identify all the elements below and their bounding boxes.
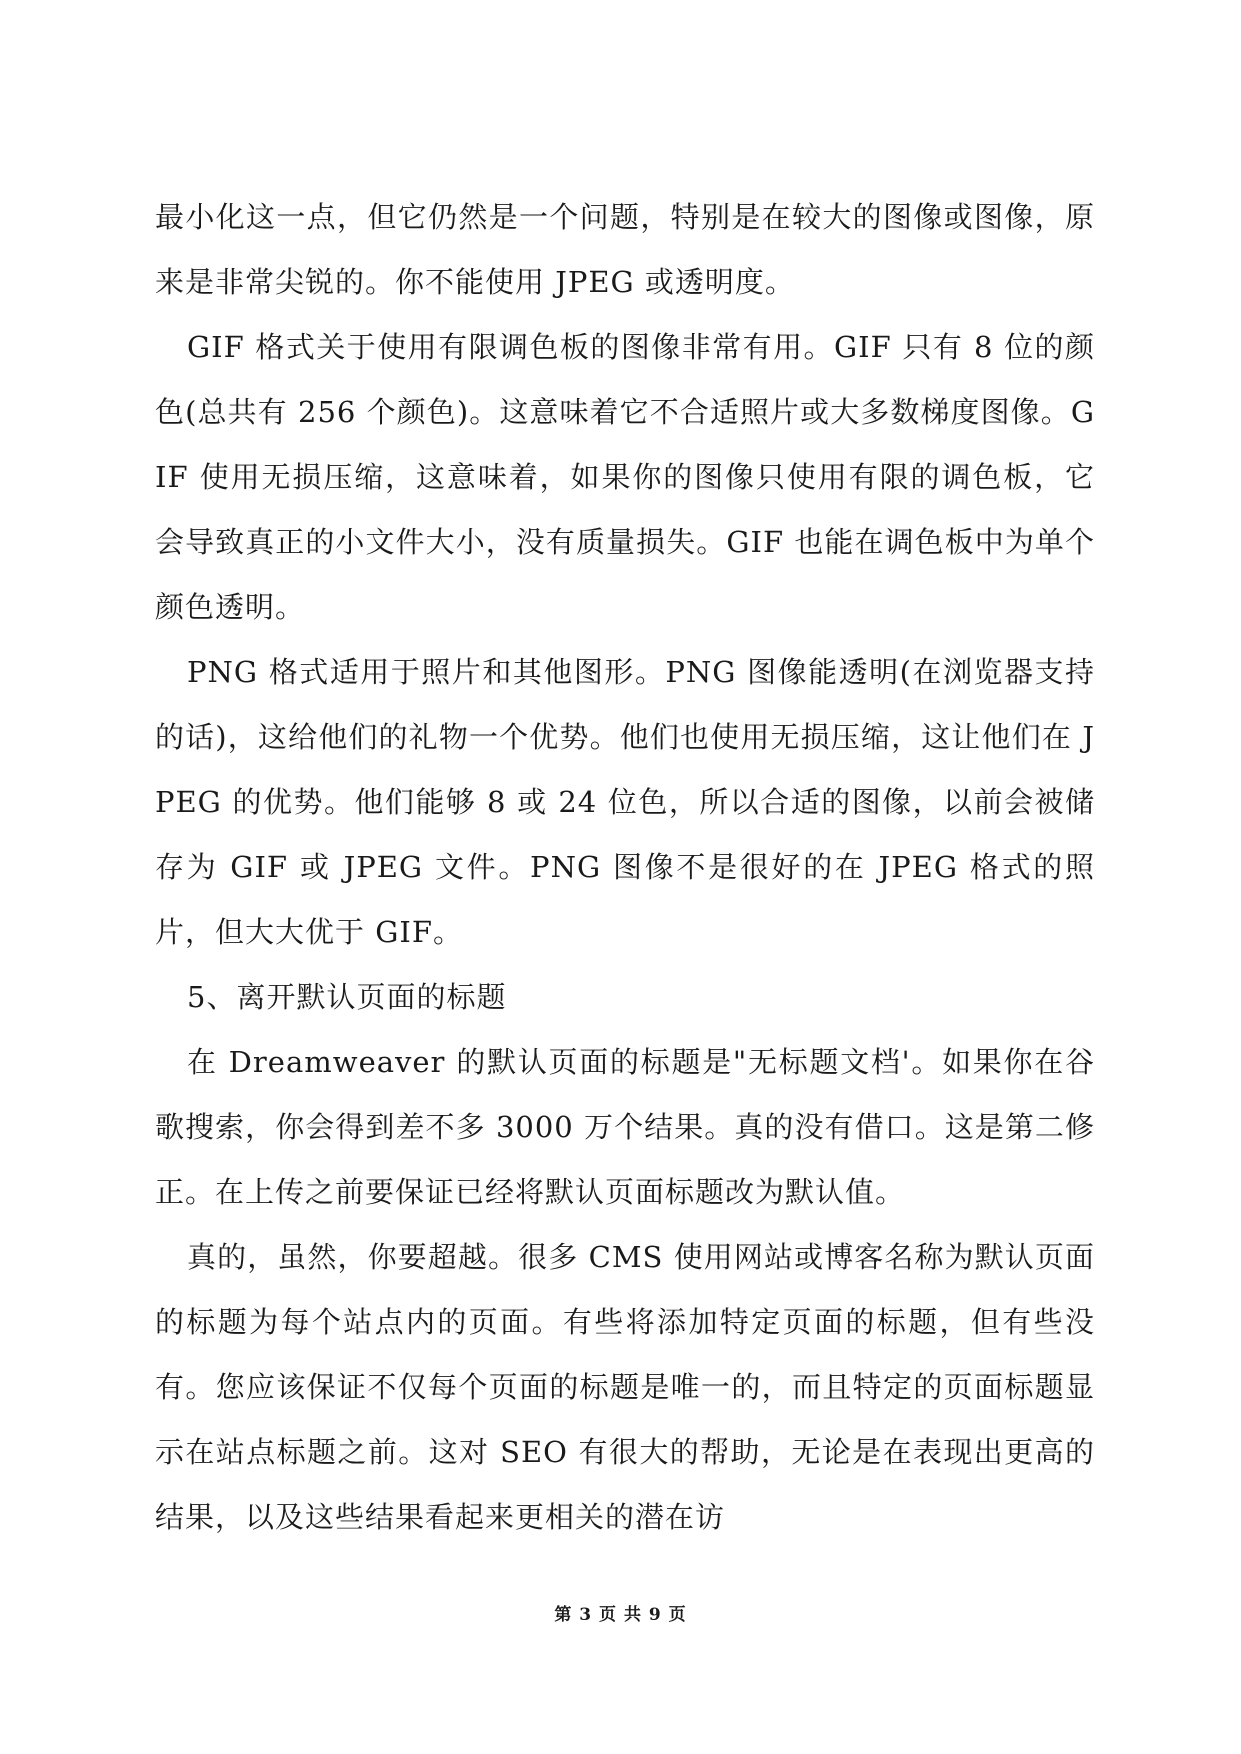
paragraph-gif-format: GIF 格式关于使用有限调色板的图像非常有用。GIF 只有 8 位的颜色(总共有 256 个颜色)。这意味着它不合适照片或大多数梯度图像。GIF 使用无损压缩，这意味着，如果你的图像只使用有限的调色板，它会导致真正的小文件大小，没有质量损失。GIF 也能在调色板中为单个颜色透明。 [155,330,1095,624]
page-footer: 第 3 页 共 9 页 [554,1605,687,1625]
section-heading: 5、离开默认页面的标题 [187,980,507,1014]
paragraph-default-title: 在 Dreamweaver 的默认页面的标题是"无标题文档'。如果你在谷歌搜索，你会得到差不多 3000 万个结果。真的没有借口。这是第二修正。在上传之前要保证已经将默认页面标题改为默认值。 [155,1045,1095,1209]
document-body [155,185,1095,1550]
paragraph-png-format: PNG 格式适用于照片和其他图形。PNG 图像能透明(在浏览器支持的话)，这给他们的礼物一个优势。他们也使用无损压缩，这让他们在 JPEG 的优势。他们能够 8 或 24 位色，所以合适的图像，以前会被储存为 GIF 或 JPEG 文件。PNG 图像不是很好的在 JPEG 格式的照片，但大大优于 GIF。 [155,655,1095,949]
paragraph-continuation: 最小化这一点，但它仍然是一个问题，特别是在较大的图像或图像，原来是非常尖锐的。你不能使用 JPEG 或透明度。 [155,200,1095,299]
paragraph-seo-title: 真的，虽然，你要超越。很多 CMS 使用网站或博客名称为默认页面的标题为每个站点内的页面。有些将添加特定页面的标题，但有些没有。您应该保证不仅每个页面的标题是唯一的，而且特定的页面标题显示在站点标题之前。这对 SEO 有很大的帮助，无论是在表现出更高的结果，以及这些结果看起来更相关的潜在访 [155,1240,1095,1534]
